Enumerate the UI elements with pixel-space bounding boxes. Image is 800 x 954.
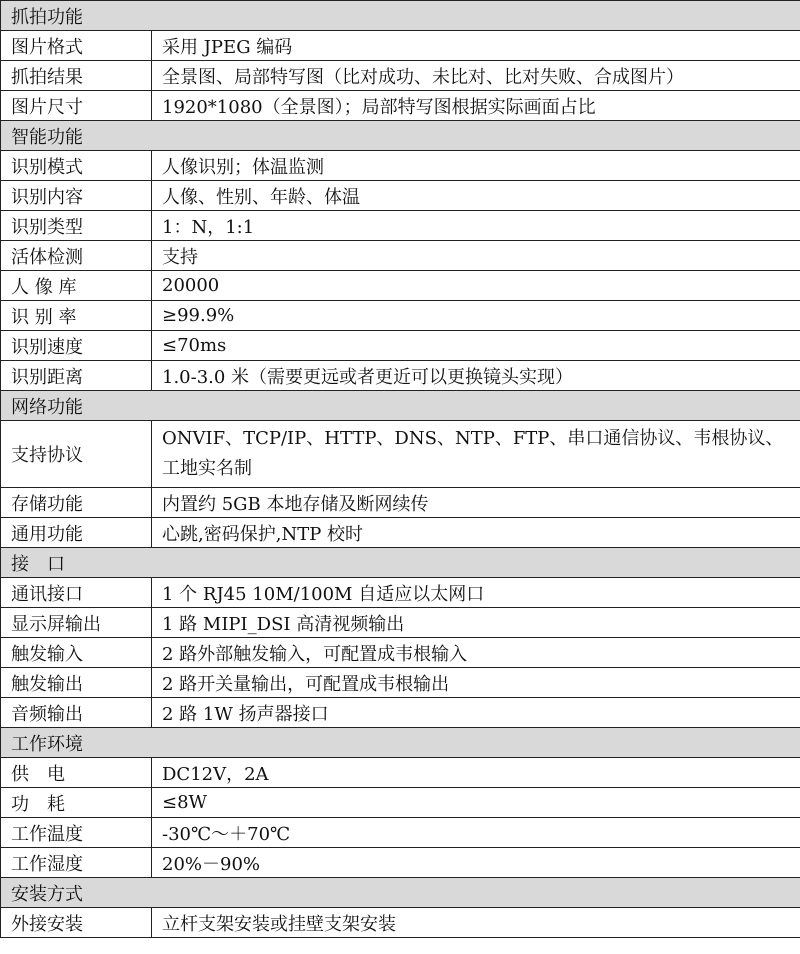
row-value: 人像识别；体温监测 bbox=[152, 151, 800, 181]
section-header-row bbox=[1, 548, 800, 578]
row-label: 识别类型 bbox=[1, 211, 152, 241]
table-row bbox=[1, 331, 800, 361]
section-title: 接 口 bbox=[1, 548, 800, 578]
row-label: 识别距离 bbox=[1, 361, 152, 391]
table-row bbox=[1, 608, 800, 638]
spec-table-body bbox=[1, 1, 800, 938]
section-header-row bbox=[1, 728, 800, 758]
row-label: 供 电 bbox=[1, 758, 152, 788]
row-value: ≤8W bbox=[152, 788, 800, 818]
row-label: 支持协议 bbox=[1, 421, 152, 488]
row-value: 1.0-3.0 米（需要更远或者更近可以更换镜头实现） bbox=[152, 361, 800, 391]
table-row bbox=[1, 488, 800, 518]
table-row bbox=[1, 91, 800, 121]
row-value: ONVIF、TCP/IP、HTTP、DNS、NTP、FTP、串口通信协议、韦根协议、工地实名制 bbox=[152, 421, 800, 488]
row-label: 触发输入 bbox=[1, 638, 152, 668]
table-row bbox=[1, 848, 800, 878]
row-label: 触发输出 bbox=[1, 668, 152, 698]
row-label: 识别速度 bbox=[1, 331, 152, 361]
row-value: DC12V，2A bbox=[152, 758, 800, 788]
row-value: 心跳,密码保护,NTP 校时 bbox=[152, 518, 800, 548]
row-label: 通讯接口 bbox=[1, 578, 152, 608]
row-value: 内置约 5GB 本地存储及断网续传 bbox=[152, 488, 800, 518]
table-row bbox=[1, 638, 800, 668]
row-label: 显示屏输出 bbox=[1, 608, 152, 638]
row-value: 2 路 1W 扬声器接口 bbox=[152, 698, 800, 728]
row-value: 2 路开关量输出，可配置成韦根输出 bbox=[152, 668, 800, 698]
row-value: 全景图、局部特写图（比对成功、未比对、比对失败、合成图片） bbox=[152, 61, 800, 91]
row-value: 1920*1080（全景图）；局部特写图根据实际画面占比 bbox=[152, 91, 800, 121]
table-row bbox=[1, 788, 800, 818]
table-row bbox=[1, 61, 800, 91]
table-row bbox=[1, 668, 800, 698]
row-value: 支持 bbox=[152, 241, 800, 271]
row-label: 图片尺寸 bbox=[1, 91, 152, 121]
table-row bbox=[1, 361, 800, 391]
row-value: 采用 JPEG 编码 bbox=[152, 31, 800, 61]
row-label: 外接安装 bbox=[1, 908, 152, 938]
table-row bbox=[1, 181, 800, 211]
section-title: 网络功能 bbox=[1, 391, 800, 421]
row-label: 音频输出 bbox=[1, 698, 152, 728]
row-label: 工作温度 bbox=[1, 818, 152, 848]
row-value: 20%－90% bbox=[152, 848, 800, 878]
row-value: 人像、性别、年龄、体温 bbox=[152, 181, 800, 211]
row-label: 图片格式 bbox=[1, 31, 152, 61]
table-row bbox=[1, 758, 800, 788]
row-value: 20000 bbox=[152, 271, 800, 301]
row-label: 通用功能 bbox=[1, 518, 152, 548]
row-value: 1 路 MIPI_DSI 高清视频输出 bbox=[152, 608, 800, 638]
table-row bbox=[1, 698, 800, 728]
row-label: 存储功能 bbox=[1, 488, 152, 518]
row-value: 1 个 RJ45 10M/100M 自适应以太网口 bbox=[152, 578, 800, 608]
row-value: ≤70ms bbox=[152, 331, 800, 361]
table-row bbox=[1, 518, 800, 548]
table-row bbox=[1, 31, 800, 61]
row-value: -30℃～＋70℃ bbox=[152, 818, 800, 848]
section-header-row bbox=[1, 878, 800, 908]
row-label: 识别内容 bbox=[1, 181, 152, 211]
section-title: 抓拍功能 bbox=[1, 1, 800, 31]
row-value: ≥99.9% bbox=[152, 301, 800, 331]
section-header-row bbox=[1, 391, 800, 421]
table-row bbox=[1, 578, 800, 608]
table-row bbox=[1, 271, 800, 301]
section-header-row bbox=[1, 121, 800, 151]
section-title: 工作环境 bbox=[1, 728, 800, 758]
table-row bbox=[1, 241, 800, 271]
row-value: 立杆支架安装或挂壁支架安装 bbox=[152, 908, 800, 938]
row-label: 活体检测 bbox=[1, 241, 152, 271]
section-header-row bbox=[1, 1, 800, 31]
row-label: 抓拍结果 bbox=[1, 61, 152, 91]
section-title: 安装方式 bbox=[1, 878, 800, 908]
section-title: 智能功能 bbox=[1, 121, 800, 151]
row-label: 识别模式 bbox=[1, 151, 152, 181]
table-row bbox=[1, 151, 800, 181]
table-row bbox=[1, 211, 800, 241]
row-value: 2 路外部触发输入，可配置成韦根输入 bbox=[152, 638, 800, 668]
table-row bbox=[1, 421, 800, 488]
row-label: 工作湿度 bbox=[1, 848, 152, 878]
table-row bbox=[1, 818, 800, 848]
row-value: 1：N，1:1 bbox=[152, 211, 800, 241]
table-row bbox=[1, 301, 800, 331]
row-label: 人 像 库 bbox=[1, 271, 152, 301]
table-row bbox=[1, 908, 800, 938]
row-label: 功 耗 bbox=[1, 788, 152, 818]
row-label: 识 别 率 bbox=[1, 301, 152, 331]
